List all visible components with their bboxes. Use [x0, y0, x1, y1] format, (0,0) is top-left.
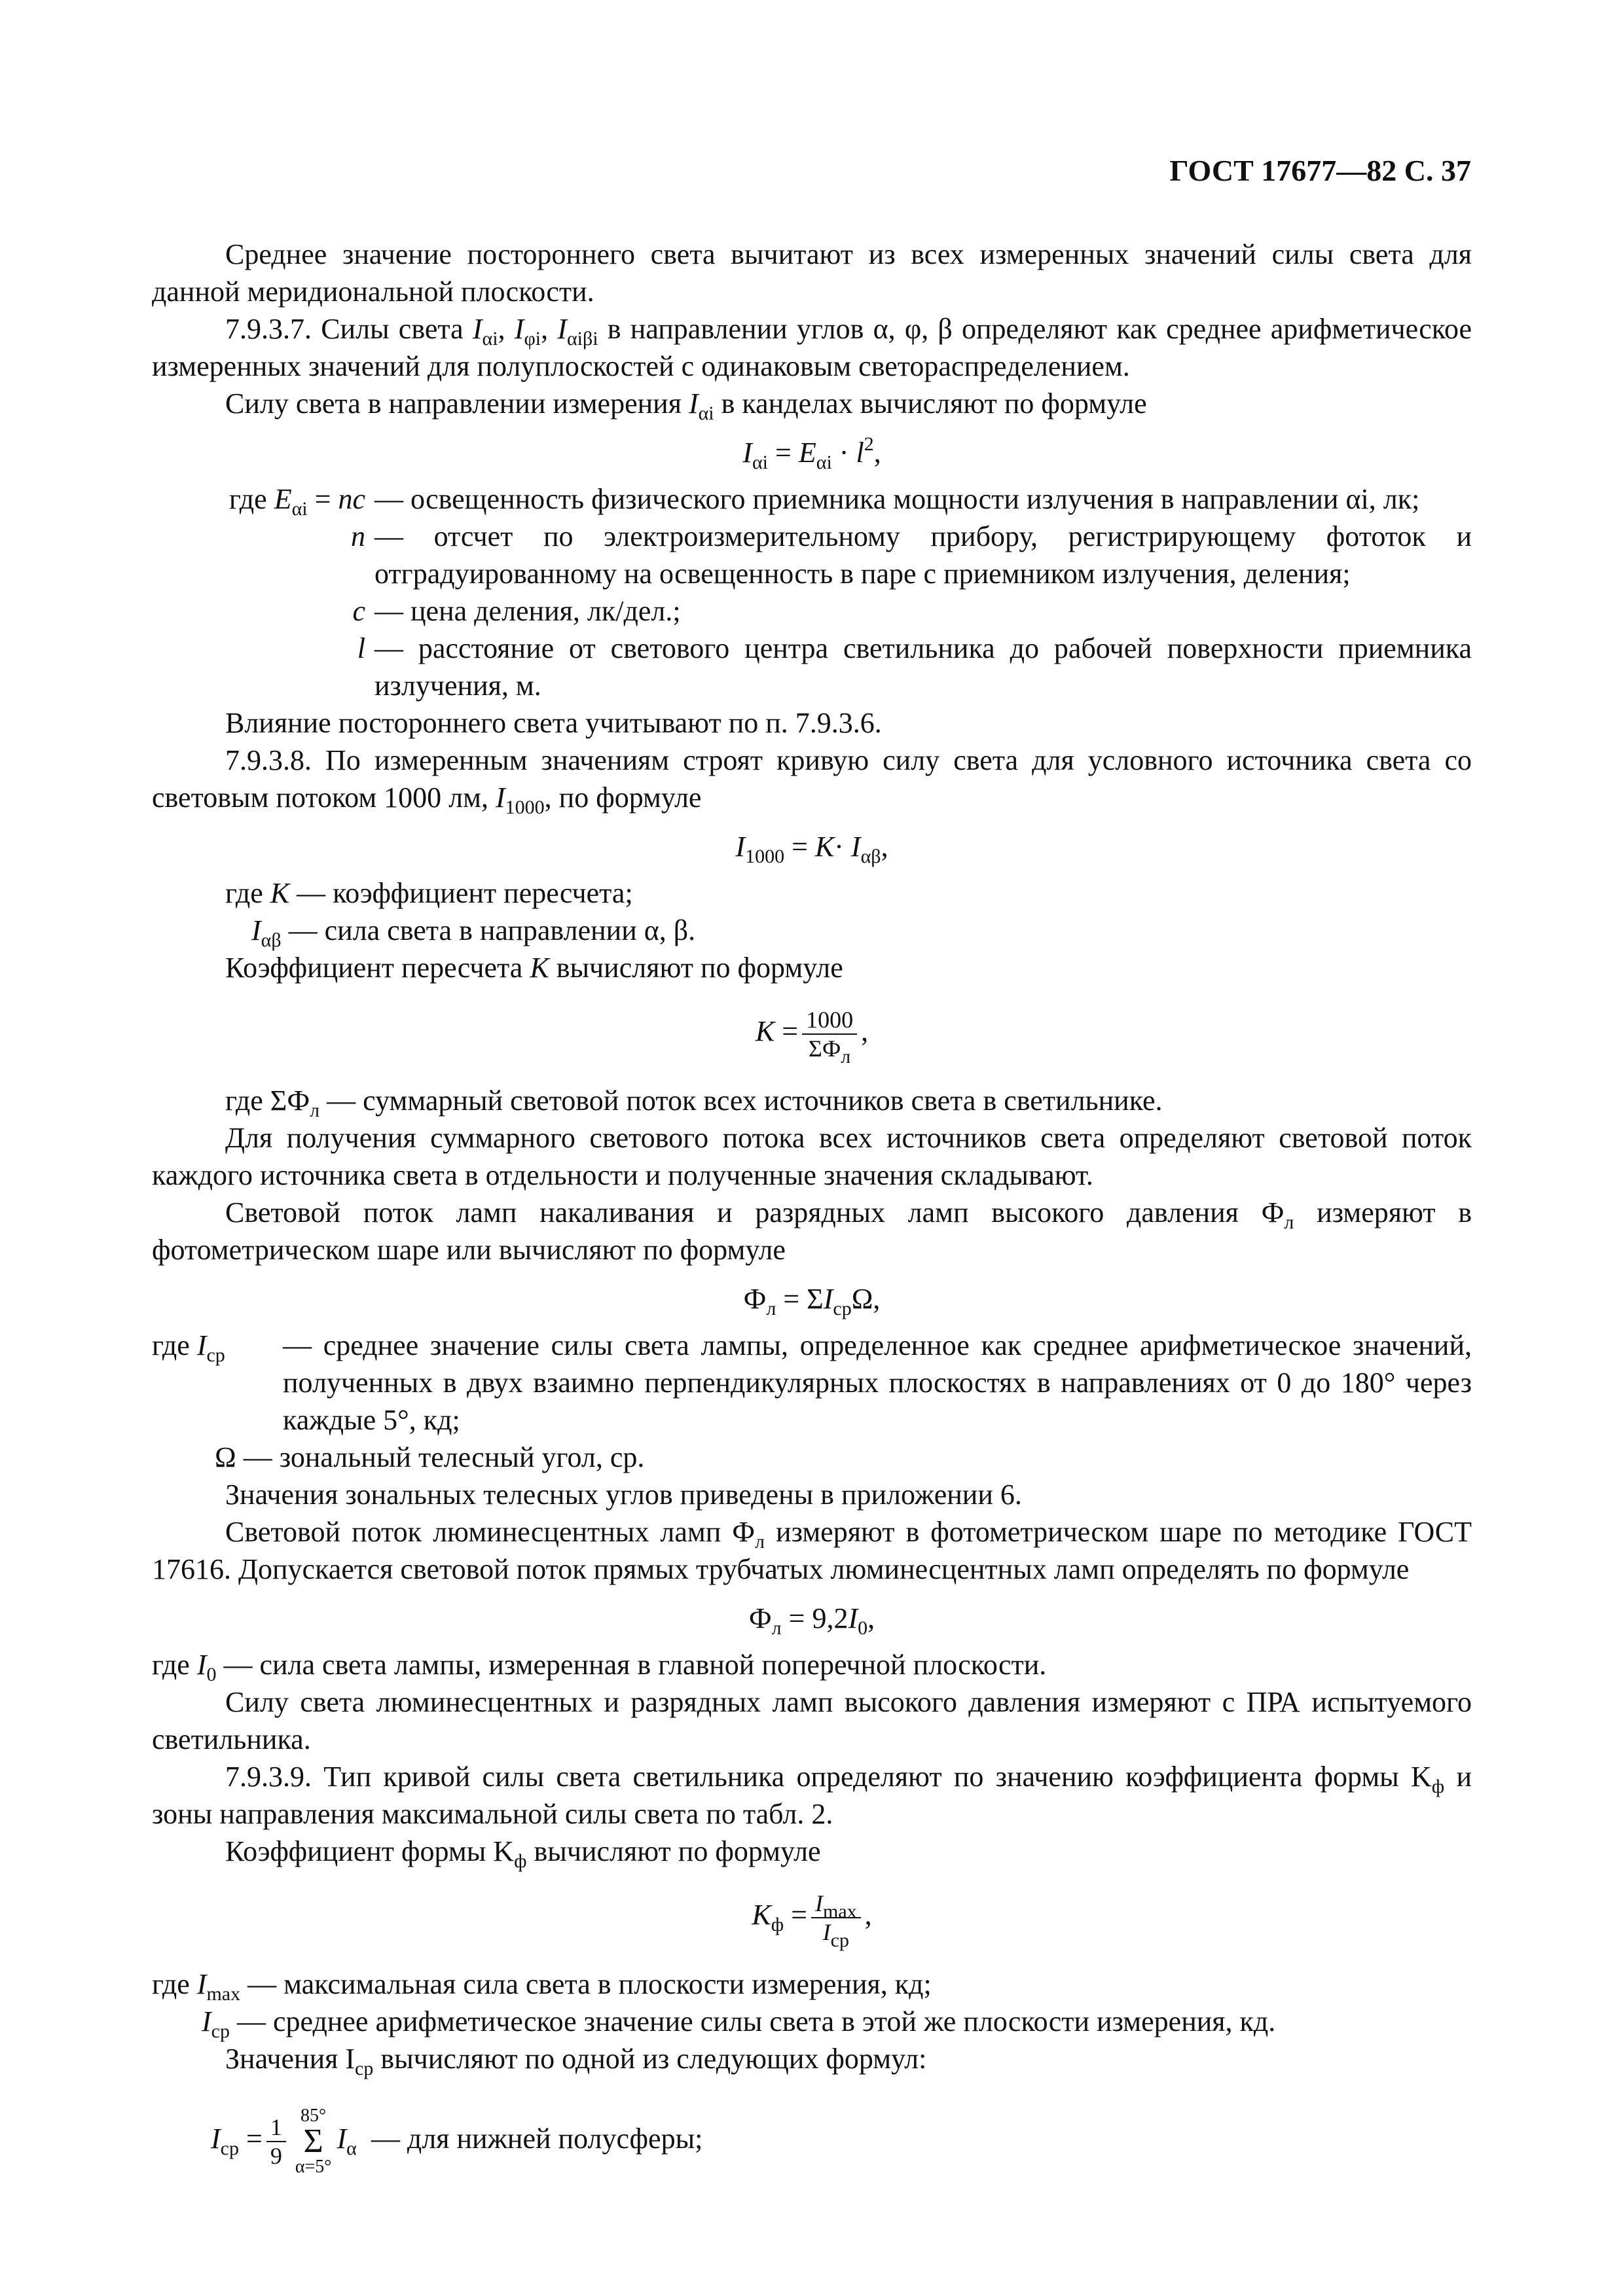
paragraph-14: 7.9.3.9. Тип кривой силы света светильника определяют по значению коэффициента формы $K_ф$ и зоны направления максимальной силы света по табл. 2.: [152, 1761, 1472, 1830]
definition-item: где $E_{\alpha i}$ = nc — освещенность физического приемника мощности излучения в направлении αi, лк;: [228, 483, 1420, 520]
definitions-1: [152, 480, 1472, 704]
paragraph-12: где $I_0$ — сила света лампы, измеренная в главной поперечной плоскости.: [152, 1649, 1047, 1685]
definition-i-cp: $I_{ср}$ — среднее арифметическое значение силы света в этой же плоскости измерения, кд.: [202, 2005, 1276, 2042]
paragraph-5: 7.9.3.8. По измеренным значениям строят кривую силу света для условного источника света со световым потоком 1000 лм, $I_{1000}$, по формуле: [152, 744, 1472, 818]
definition-i-alpha-beta: $I_{\alpha\beta}$ — сила света в направлении α, β.: [251, 914, 696, 951]
paragraph-3: Силу света в направлении измерения $I_{\alpha i}$ в канделах вычисляют по формуле: [225, 387, 1147, 424]
definition-k: где K — коэффициент пересчета;: [225, 877, 633, 909]
formula-lower-hemisphere: $I_{ср}$ = $\frac{1}{9}$ 85° Σ α=5° $I_\alpha$ — для нижней полусферы;: [211, 2106, 703, 2177]
formula-fluorescent: $Ф_л = 9,2I_0$,: [748, 1602, 875, 1639]
paragraph-6: Коэффициент пересчета K вычисляют по формуле: [225, 952, 843, 984]
paragraph-16: Значения $I_{ср}$ вычисляют по одной из следующих формул:: [225, 2043, 927, 2079]
definition-omega: Ω — зональный телесный угол, ср.: [215, 1441, 645, 1473]
page-header: ГОСТ 17677—82 С. 37: [1169, 154, 1471, 187]
paragraph-7: где $\Sigma Ф_л$ — суммарный световой поток всех источников света в светильнике.: [225, 1085, 1163, 1121]
definition-item: n — отсчет по электроизмерительному прибору, регистрирующему фототок и отградуированному на освещенность в паре с приемником излучения, деления;: [351, 520, 1472, 590]
paragraph-10: Значения зональных телесных углов приведены в приложении 6.: [225, 1479, 1022, 1511]
paragraph-13: Силу света люминесцентных и разрядных ламп высокого давления измеряют с ПРА испытуемого светильника.: [152, 1686, 1472, 1755]
formula-intensity: $I_{\alpha i} = E_{\alpha i} \cdot l^2$,: [742, 433, 881, 473]
paragraph-4: Влияние постороннего света учитывают по п. 7.9.3.6.: [225, 707, 882, 739]
paragraph-1: Среднее значение постороннего света вычитают из всех измеренных значений силы света для данной меридиональной плоскости.: [152, 238, 1472, 308]
page-content: [152, 236, 1472, 2177]
paragraph-15: Коэффициент формы $K_ф$ вычисляют по формуле: [225, 1835, 821, 1872]
formula-kf: $K_ф$ = $\frac{I_{max}}{I_{ср}}$ ,: [752, 1890, 872, 1951]
definition-i-mean: где $I_{ср}$ — среднее значение силы света лампы, определенное как среднее арифметическое значений, полученных в двух взаимно перпендикулярных плоскостях в направлениях от 0 до 180° через каждые 5°, кд;: [152, 1329, 1472, 1436]
formula-flux: $Ф_л = \Sigma I_{ср}\Omega$,: [743, 1283, 881, 1319]
definition-item: c — цена деления, лк/дел.;: [352, 595, 681, 627]
paragraph-11: Световой поток люминесцентных ламп $Ф_л$ измеряют в фотометрическом шаре по методике ГОСТ 17616. Допускается световой поток прямых трубчатых люминесцентных ламп определять по формуле: [152, 1516, 1472, 1585]
paragraph-2: 7.9.3.7. Силы света $I_{\alpha i}$, $I_{\varphi i}$, $I_{\alpha i\beta i}$ в направлении углов α, φ, β определяют как среднее арифметическое измеренных значений для полуплоскостей с одинаковым светораспределением.: [152, 313, 1472, 382]
paragraph-8: Для получения суммарного светового потока всех источников света определяют световой поток каждого источника света в отдельности и полученные значения складывают.: [152, 1122, 1472, 1191]
paragraph-9: Световой поток ламп накаливания и разрядных ламп высокого давления $Ф_л$ измеряют в фотометрическом шаре или вычисляют по формуле: [152, 1196, 1472, 1266]
formula-k: K = $\frac{1000}{\Sigma Ф_л}$ ,: [755, 1007, 869, 1067]
formula-i1000: $I_{1000} = K\cdot I_{\alpha\beta}$,: [735, 831, 888, 867]
definition-item: l — расстояние от светового центра светильника до рабочей поверхности приемника излучения, м.: [357, 632, 1472, 702]
definition-i-max: где $I_{max}$ — максимальная сила света в плоскости измерения, кд;: [152, 1968, 932, 2005]
